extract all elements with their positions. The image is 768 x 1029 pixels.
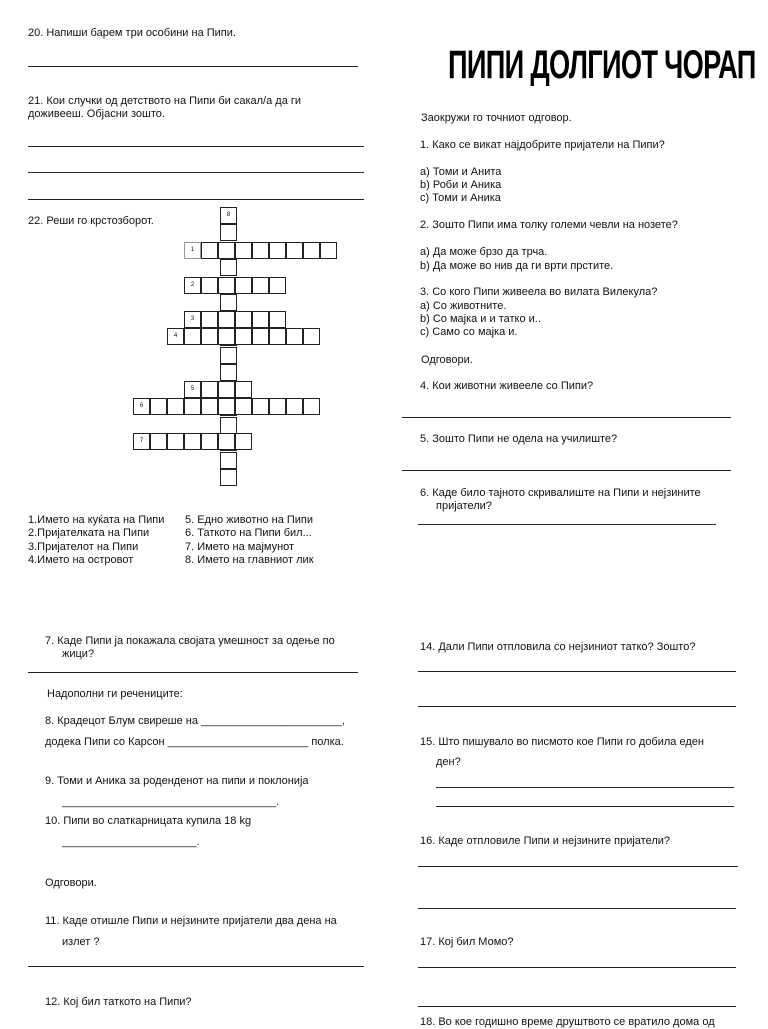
answer-line-7[interactable] — [28, 672, 358, 673]
crossword-number-3: 3 — [184, 311, 201, 328]
answer-heading-left: Одговори. — [45, 877, 97, 889]
crossword-cell[interactable] — [269, 277, 286, 294]
question-9-line1: 9. Томи и Аника за роденденот на пипи и поклонија — [45, 775, 309, 787]
answer-line-14a[interactable] — [418, 671, 736, 672]
crossword-cell[interactable] — [218, 433, 235, 450]
clue-6: 6. Таткото на Пипи бил... — [185, 527, 312, 539]
q1-option-c[interactable]: c) Томи и Аника — [420, 192, 501, 204]
question-4: 4. Кои животни живееле со Пипи? — [420, 380, 594, 392]
clue-8: 8. Името на главниот лик — [185, 554, 314, 566]
crossword-cell[interactable] — [235, 328, 252, 345]
question-21-line1: 21. Кои случки од детството на Пипи би сакал/а да ги — [28, 95, 302, 107]
crossword-cell[interactable] — [252, 328, 269, 345]
q3-option-a[interactable]: a) Со животните. — [420, 300, 507, 312]
crossword-cell[interactable] — [201, 242, 218, 259]
question-1: 1. Како се викат најдобрите пријатели на Пипи? — [420, 139, 665, 151]
question-7-line1: 7. Каде Пипи ја покажала својата умешност за одење по — [45, 635, 335, 647]
crossword-cell[interactable] — [201, 433, 218, 450]
q3-option-c[interactable]: c) Само со мајка и. — [420, 326, 518, 338]
crossword-cell[interactable] — [303, 242, 320, 259]
crossword-cell[interactable] — [218, 398, 235, 415]
answer-line-4[interactable] — [402, 417, 731, 418]
crossword-number-4: 4 — [167, 328, 184, 345]
answer-line-17a[interactable] — [418, 967, 736, 968]
crossword-cell[interactable] — [201, 277, 218, 294]
q2-option-b[interactable]: b) Да може во нив да ги врти прстите. — [420, 260, 614, 272]
question-14: 14. Дали Пипи отпловила со нејзиниот татко? Зошто? — [420, 641, 696, 653]
crossword-cell[interactable] — [184, 433, 201, 450]
crossword-cell[interactable] — [220, 347, 237, 364]
question-20: 20. Напиши барем три особини на Пипи. — [28, 27, 236, 39]
crossword-cell[interactable] — [220, 294, 237, 311]
crossword-cell[interactable] — [167, 398, 184, 415]
question-7-line2: жици? — [62, 648, 95, 660]
crossword-cell[interactable] — [269, 311, 286, 328]
crossword-cell[interactable] — [235, 242, 252, 259]
question-6-line1: 6. Каде било тајното скривалиште на Пипи и нејзините — [420, 487, 701, 499]
crossword-cell[interactable] — [218, 381, 235, 398]
question-10-line2: ______________________. — [62, 836, 200, 848]
question-9-line2: ___________________________________. — [62, 796, 280, 808]
crossword-cell[interactable] — [235, 277, 252, 294]
crossword-cell[interactable] — [201, 398, 218, 415]
crossword-number-2: 2 — [184, 277, 201, 294]
crossword-cell[interactable] — [269, 242, 286, 259]
question-21-line2: доживееш. Објасни зошто. — [28, 108, 165, 120]
question-8-line2: додека Пипи со Карсон _______________________ полка. — [45, 736, 344, 748]
question-18: 18. Во кое годишно време друштвото се вратило дома од — [420, 1016, 715, 1028]
clue-7: 7. Името на мајмунот — [185, 541, 295, 553]
crossword-cell[interactable] — [220, 364, 237, 381]
answer-line-20[interactable] — [28, 66, 358, 67]
crossword-cell[interactable] — [201, 328, 218, 345]
crossword-cell[interactable] — [320, 242, 337, 259]
crossword-cell[interactable] — [252, 398, 269, 415]
question-10-line1: 10. Пипи во слаткарницата купила 18 kg — [45, 815, 252, 827]
question-15-line2: ден? — [436, 756, 461, 768]
question-6-line2: пријатели? — [436, 500, 492, 512]
crossword-cell[interactable] — [184, 328, 201, 345]
crossword-number-1: 1 — [184, 242, 201, 259]
clue-2: 2.Пријателката на Пипи — [28, 527, 150, 539]
crossword-cell[interactable] — [220, 224, 237, 241]
crossword-cell[interactable] — [184, 398, 201, 415]
answer-line-5[interactable] — [402, 470, 731, 471]
crossword-cell[interactable] — [303, 328, 320, 345]
question-2: 2. Зошто Пипи има толку големи чевли на нозете? — [420, 219, 678, 231]
crossword-cell[interactable] — [150, 398, 167, 415]
answer-line-21a[interactable] — [28, 146, 364, 147]
clue-3: 3.Пријателот на Пипи — [28, 541, 139, 553]
q1-option-a[interactable]: a) Томи и Анита — [420, 166, 502, 178]
crossword-number-8: 8 — [220, 207, 237, 224]
question-11-line1: 11. Каде отишле Пипи и нејзините пријатели два дена на — [45, 915, 337, 927]
crossword-cell[interactable] — [252, 242, 269, 259]
crossword-cell[interactable] — [218, 242, 235, 259]
answer-line-11[interactable] — [28, 966, 364, 967]
crossword-number-6: 6 — [133, 398, 150, 415]
crossword-cell[interactable] — [167, 433, 184, 450]
answer-line-16b[interactable] — [418, 908, 736, 909]
crossword-cell[interactable] — [286, 242, 303, 259]
crossword-number-7: 7 — [133, 433, 150, 450]
crossword-cell[interactable] — [218, 328, 235, 345]
answer-heading-right: Одговори. — [421, 354, 473, 366]
answer-line-21c[interactable] — [28, 199, 364, 200]
answer-line-14b[interactable] — [418, 706, 736, 707]
crossword-cell[interactable] — [303, 398, 320, 415]
crossword-cell[interactable] — [252, 311, 269, 328]
crossword-cell[interactable] — [286, 398, 303, 415]
crossword-cell[interactable] — [252, 277, 269, 294]
crossword-cell[interactable] — [201, 311, 218, 328]
crossword-cell[interactable] — [269, 398, 286, 415]
answer-line-16a[interactable] — [418, 866, 738, 867]
question-12: 12. Кој бил таткото на Пипи? — [45, 996, 192, 1008]
crossword-cell[interactable] — [220, 469, 237, 486]
crossword-cell[interactable] — [286, 328, 303, 345]
q1-option-b[interactable]: b) Роби и Аника — [420, 179, 502, 191]
q2-option-a[interactable]: a) Да може брзо да трча. — [420, 246, 548, 258]
question-22: 22. Реши го крстозборот. — [28, 215, 154, 227]
crossword-cell[interactable] — [235, 433, 252, 450]
crossword-cell[interactable] — [218, 277, 235, 294]
answer-line-21b[interactable] — [28, 172, 364, 173]
clue-4: 4.Името на островот — [28, 554, 134, 566]
question-15-line1: 15. Што пишувало во писмото кое Пипи го добила еден — [420, 736, 704, 748]
page-title: ПИПИ ДОЛГИОТ ЧОРАП — [448, 43, 756, 87]
crossword-cell[interactable] — [150, 433, 167, 450]
crossword-number-5: 5 — [184, 381, 201, 398]
crossword-cell[interactable] — [220, 452, 237, 469]
crossword-cell[interactable] — [220, 417, 237, 434]
q3-option-b[interactable]: b) Со мајка и и татко и.. — [420, 313, 541, 325]
clue-1: 1.Името на куќата на Пипи — [28, 514, 165, 526]
question-16: 16. Каде отпловиле Пипи и нејзините пријатели? — [420, 835, 671, 847]
crossword-cell[interactable] — [235, 311, 252, 328]
crossword-cell[interactable] — [269, 328, 286, 345]
circle-heading: Заокружи го точниот одговор. — [421, 112, 572, 124]
fill-heading: Надополни ги речениците: — [47, 688, 183, 700]
question-3: 3. Со кого Пипи живеела во вилата Вилекула? — [420, 286, 658, 298]
crossword-cell[interactable] — [235, 398, 252, 415]
answer-line-17b[interactable] — [418, 1006, 736, 1007]
crossword-cell[interactable] — [218, 311, 235, 328]
answer-line-6[interactable] — [418, 524, 716, 525]
question-8-line1: 8. Крадецот Блум свиреше на _______________________, — [45, 715, 345, 727]
question-11-line2: излет ? — [62, 936, 100, 948]
clue-5: 5. Едно животно на Пипи — [185, 514, 314, 526]
answer-line-15b[interactable] — [436, 806, 734, 807]
crossword-cell[interactable] — [201, 381, 218, 398]
question-17: 17. Кој бил Момо? — [420, 936, 514, 948]
crossword-cell[interactable] — [220, 259, 237, 276]
crossword-cell[interactable] — [235, 381, 252, 398]
question-5: 5. Зошто Пипи не одела на училиште? — [420, 433, 618, 445]
answer-line-15a[interactable] — [436, 787, 734, 788]
